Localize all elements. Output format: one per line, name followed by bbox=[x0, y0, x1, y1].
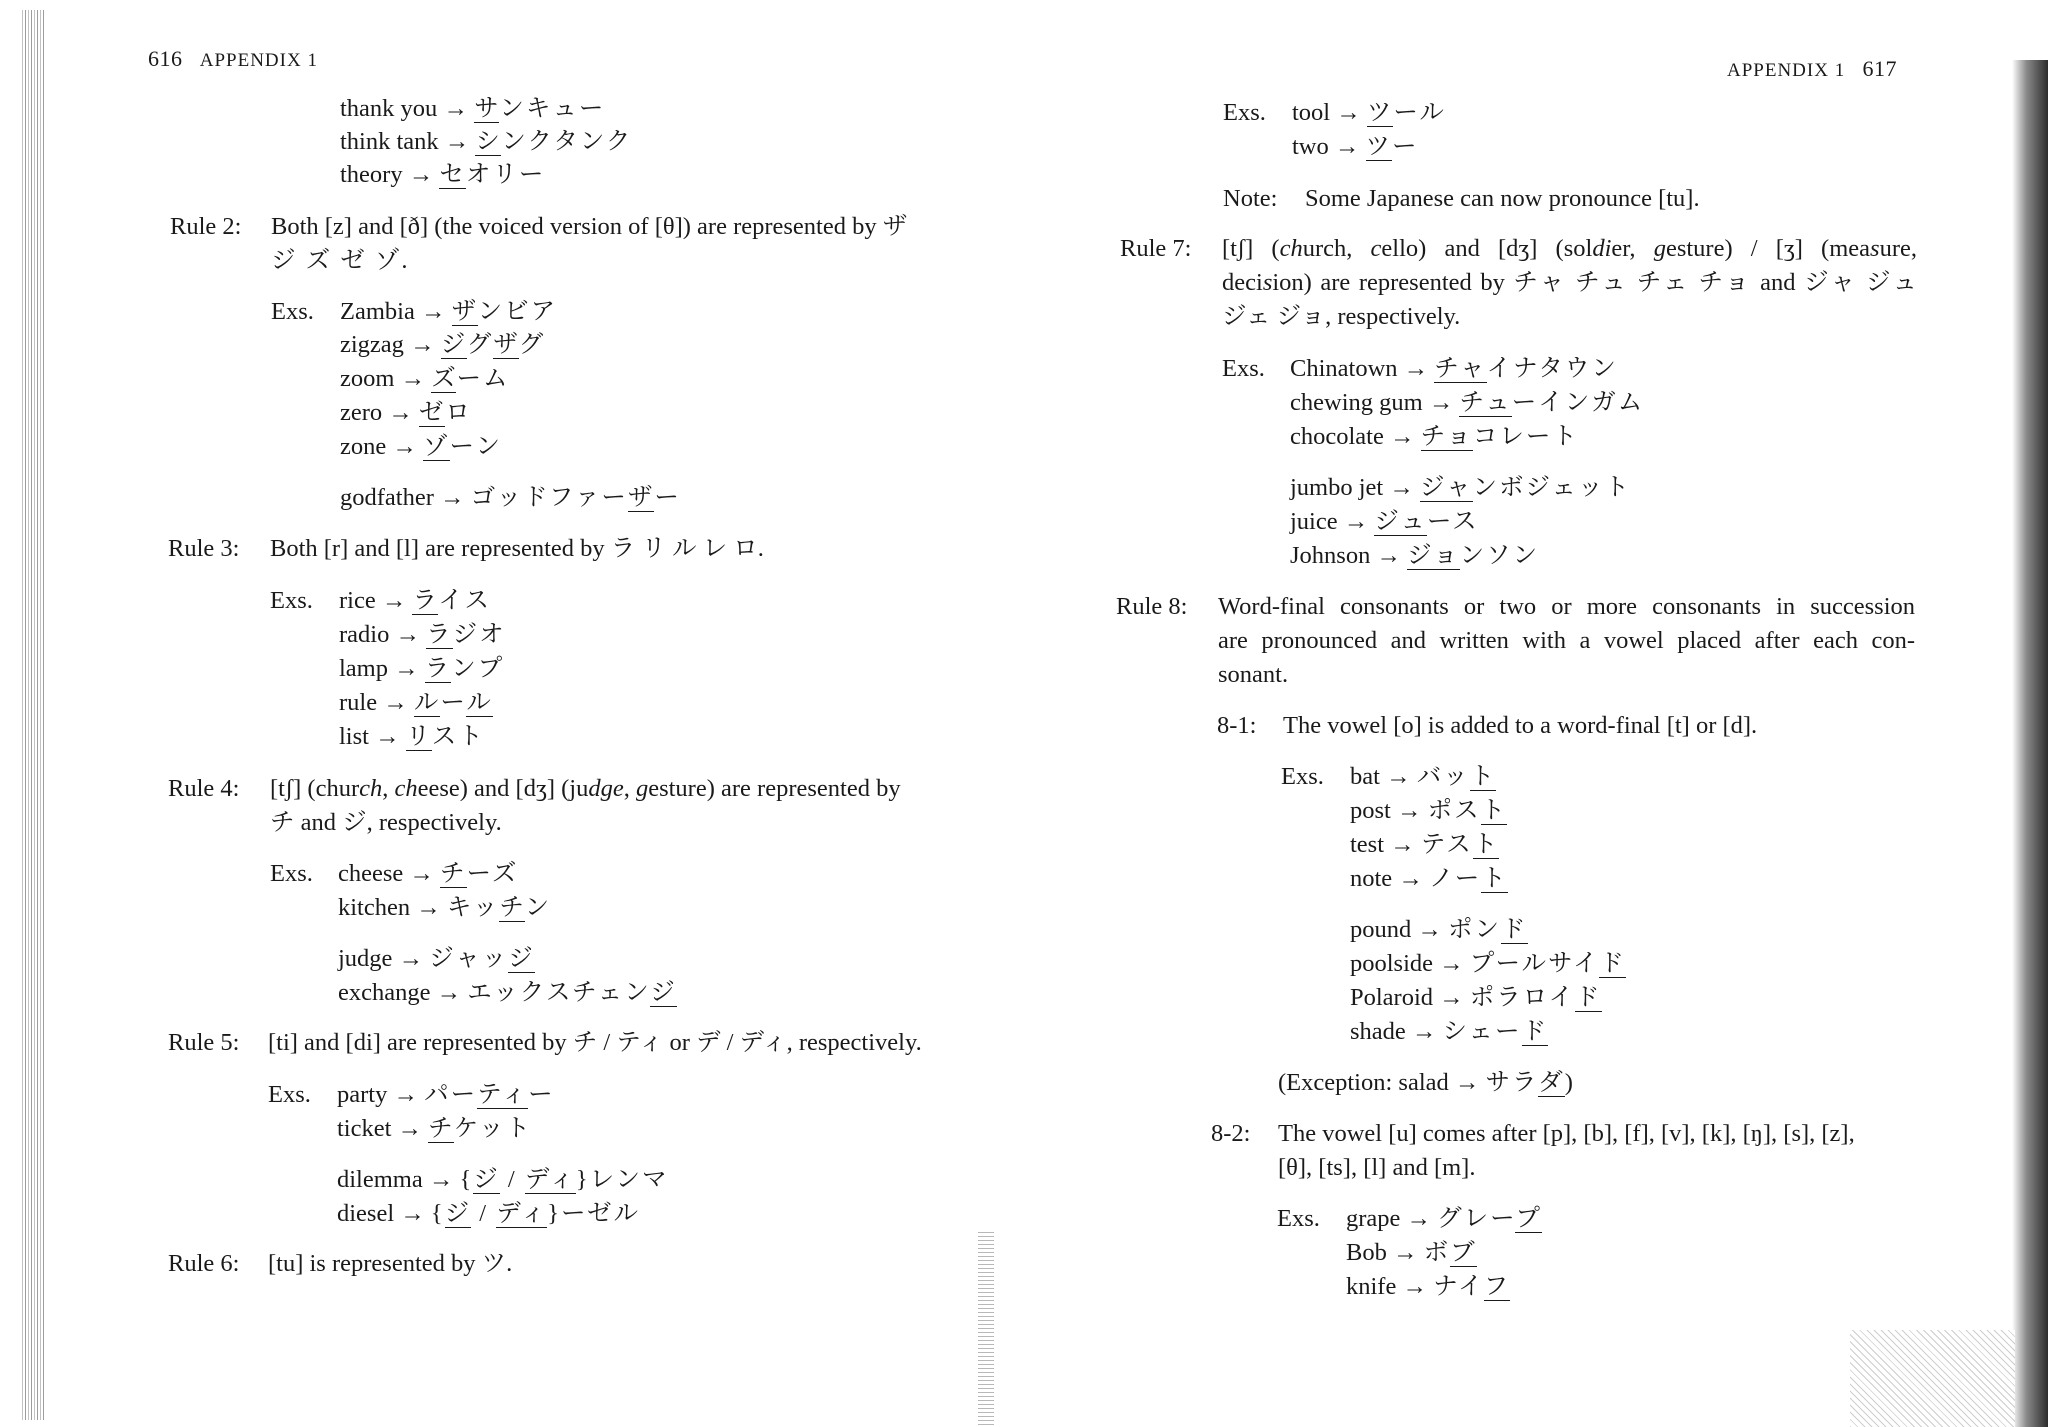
list-item: theory → セオリー bbox=[340, 161, 546, 188]
left-header-title: APPENDIX 1 bbox=[199, 50, 318, 71]
rule-8-2-text-cont: [θ], [ts], [l] and [m]. bbox=[1278, 1154, 1476, 1181]
list-item: zone → ゾーン bbox=[340, 433, 503, 460]
list-item: knife → ナイフ bbox=[1346, 1273, 1511, 1300]
rule-6-label: Rule 6: bbox=[168, 1250, 240, 1277]
list-item: radio → ラジオ bbox=[339, 621, 506, 648]
right-page bbox=[1010, 0, 2048, 1427]
list-item: chocolate → チョコレート bbox=[1290, 423, 1579, 450]
list-item: exchange → エックスチェンジ bbox=[338, 979, 677, 1006]
rule-2-label: Rule 2: bbox=[170, 213, 242, 240]
exs-label: Exs. bbox=[270, 860, 313, 887]
list-item: thank you → サンキュー bbox=[340, 95, 606, 122]
rule-8-text: Word-final consonants or two or more consonants in succession bbox=[1218, 593, 1915, 620]
rule-5-label: Rule 5: bbox=[168, 1029, 240, 1056]
list-item: shade → シェード bbox=[1350, 1018, 1549, 1045]
list-item: grape → グレープ bbox=[1346, 1205, 1542, 1232]
rule-7-text-cont: decision) are represented by チャ チュ チェ チョ and ジャ ジュ bbox=[1222, 269, 1917, 296]
rule-2-text-cont: ジ ズ ゼ ゾ. bbox=[271, 247, 410, 274]
rule-4-text: [tʃ] (church, cheese) and [dʒ] (judge, gesture) are represented by bbox=[270, 775, 901, 802]
list-item: dilemma → {ジ / ディ}レンマ bbox=[337, 1166, 669, 1193]
list-item: Chinatown → チャイナタウン bbox=[1290, 355, 1618, 382]
rule-8-text-cont: are pronounced and written with a vowel placed after each con- bbox=[1218, 627, 1915, 654]
rule-7-label: Rule 7: bbox=[1120, 235, 1192, 262]
rule-4-label: Rule 4: bbox=[168, 775, 240, 802]
list-item: diesel → {ジ / ディ}ーゼル bbox=[337, 1200, 641, 1227]
rule-8-1-text: The vowel [o] is added to a word-final [t] or [d]. bbox=[1283, 712, 1758, 739]
exs-label: Exs. bbox=[1281, 763, 1324, 790]
list-item: pound → ポンド bbox=[1350, 916, 1528, 943]
rule-7-text: [tʃ] (church, cello) and [dʒ] (soldier, gesture) / [ʒ] (measure, bbox=[1222, 235, 1917, 262]
list-item: party → パーティー bbox=[337, 1081, 555, 1108]
right-page-header bbox=[1727, 56, 1897, 82]
rule-7-text-cont2: ジェ ジョ, respectively. bbox=[1222, 303, 1461, 330]
list-item: poolside → プールサイド bbox=[1350, 950, 1626, 977]
list-item: zigzag → ジグザグ bbox=[340, 331, 546, 358]
list-item: juice → ジュース bbox=[1290, 508, 1479, 535]
note-text: Some Japanese can now pronounce [tu]. bbox=[1305, 185, 1700, 212]
list-item: cheese → チーズ bbox=[338, 860, 519, 887]
left-page-number: 616 bbox=[148, 46, 183, 71]
rule-8-2-label: 8-2: bbox=[1211, 1120, 1251, 1147]
list-item: test → テスト bbox=[1350, 831, 1500, 858]
rule-8-2-text: The vowel [u] comes after [p], [b], [f], [v], [k], [ŋ], [s], [z], bbox=[1278, 1120, 1855, 1147]
note-label: Note: bbox=[1223, 185, 1278, 212]
list-item: chewing gum → チューインガム bbox=[1290, 389, 1645, 416]
list-item: Polaroid → ポラロイド bbox=[1350, 984, 1602, 1011]
list-item: zero → ゼロ bbox=[340, 399, 472, 426]
list-item: jumbo jet → ジャンボジェット bbox=[1290, 474, 1632, 501]
rule-5-text: [ti] and [di] are represented by チ / ティ or デ / ディ, respectively. bbox=[268, 1029, 922, 1056]
list-item: note → ノート bbox=[1350, 865, 1508, 892]
list-item: rule → ルール bbox=[339, 689, 493, 716]
exs-label: Exs. bbox=[1222, 355, 1265, 382]
rule-8-text-cont2: sonant. bbox=[1218, 661, 1289, 688]
list-item: godfather → ゴッドファーザー bbox=[340, 484, 681, 511]
rule-8-1-exception: (Exception: salad → サラダ) bbox=[1278, 1069, 1573, 1096]
list-item: post → ポスト bbox=[1350, 797, 1508, 824]
list-item: kitchen → キッチン bbox=[338, 894, 552, 921]
rule-3-text: Both [r] and [l] are represented by ラ リ ル レ ロ. bbox=[270, 535, 764, 562]
list-item: Bob → ボブ bbox=[1346, 1239, 1477, 1266]
rule-3-label: Rule 3: bbox=[168, 535, 240, 562]
left-page-header bbox=[148, 46, 318, 72]
list-item: ticket → チケット bbox=[337, 1115, 532, 1142]
left-page bbox=[0, 0, 1010, 1427]
exs-label: Exs. bbox=[268, 1081, 311, 1108]
list-item: two → ツー bbox=[1292, 133, 1419, 160]
exs-label: Exs. bbox=[1223, 99, 1266, 126]
exs-label: Exs. bbox=[271, 298, 314, 325]
right-page-number: 617 bbox=[1862, 56, 1897, 81]
list-item: Zambia → ザンビア bbox=[340, 298, 558, 325]
rule-2-text: Both [z] and [ð] (the voiced version of [θ]) are represented by ザ bbox=[271, 213, 908, 240]
list-item: rice → ライス bbox=[339, 587, 491, 614]
list-item: zoom → ズーム bbox=[340, 365, 510, 392]
rule-8-1-label: 8-1: bbox=[1217, 712, 1257, 739]
rule-6-text: [tu] is represented by ツ. bbox=[268, 1250, 513, 1277]
exs-label: Exs. bbox=[1277, 1205, 1320, 1232]
list-item: lamp → ランプ bbox=[339, 655, 505, 682]
list-item: list → リスト bbox=[339, 723, 485, 750]
right-header-title: APPENDIX 1 bbox=[1727, 60, 1846, 81]
rule-4-text-cont: チ and ジ, respectively. bbox=[270, 809, 502, 836]
exs-label: Exs. bbox=[270, 587, 313, 614]
list-item: think tank → シンクタンク bbox=[340, 128, 633, 155]
list-item: Johnson → ジョンソン bbox=[1290, 542, 1540, 569]
list-item: bat → バット bbox=[1350, 763, 1497, 790]
list-item: tool → ツール bbox=[1292, 99, 1446, 126]
list-item: judge → ジャッジ bbox=[338, 945, 535, 972]
rule-8-label: Rule 8: bbox=[1116, 593, 1188, 620]
